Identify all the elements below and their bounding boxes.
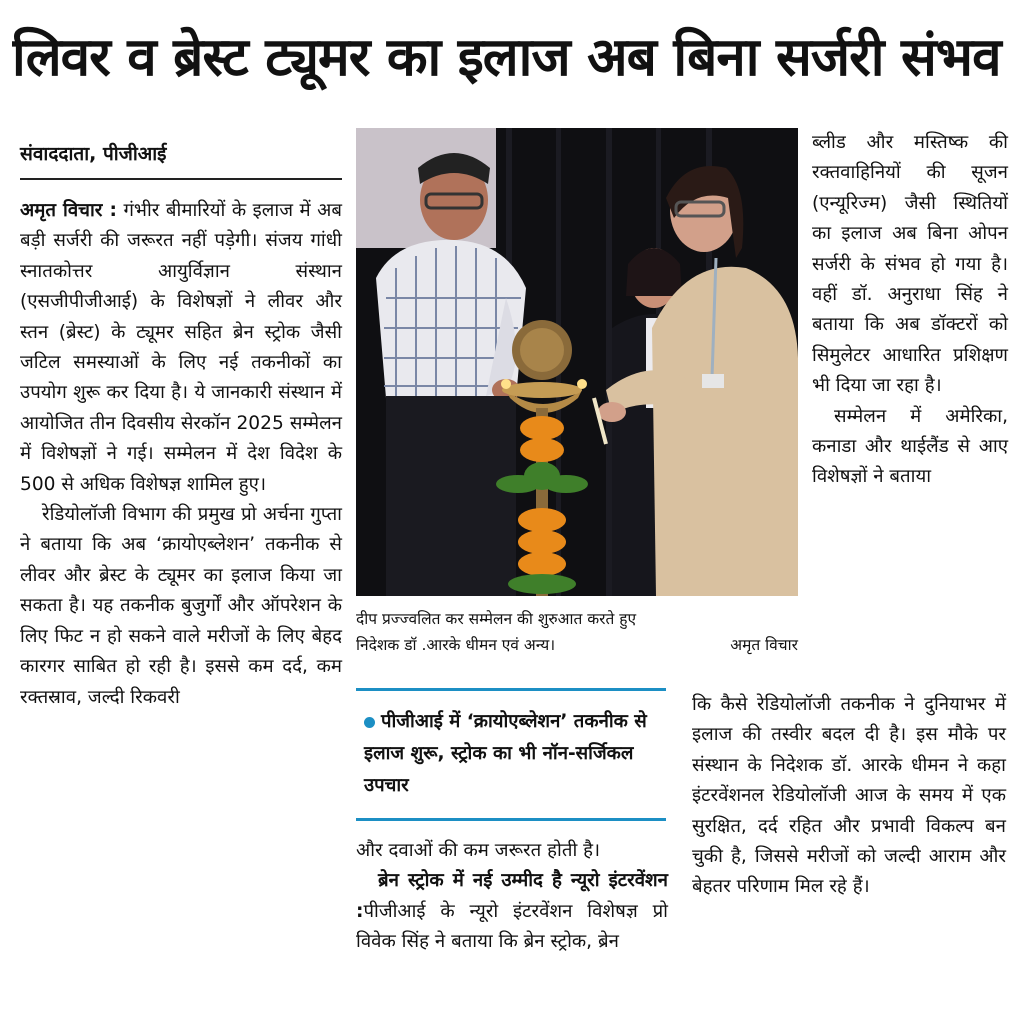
paragraph: कि कैसे रेडियोलॉजी तकनीक ने दुनियाभर में इलाज की तस्वीर बदल दी है। इस मौके पर संस्थान के निदेशक डॉ. आरके धीमन ने कहा इंटरवेंशनल रेडियोलॉजी आज के समय में एक सुरक्षित, दर्द रहित और प्रभावी विकल्प बन चुकी है, जिससे मरीजों को जल्दी आराम और बेहतर परिणाम मिल रहे हैं। [692,694,1006,898]
dateline: अमृत विचार : [20,200,117,221]
article-column-3-bottom [692,690,1006,903]
paragraph: और दवाओं की कम जरूरत होती है। [356,840,601,861]
lamp-lighting-illustration [356,128,798,596]
byline-divider [20,178,342,180]
pullquote-bottom-rule [356,818,666,821]
caption-line-2 [356,632,798,658]
pullquote-text: पीजीआई में ‘क्रायोएब्लेशन’ तकनीक से इलाज शुरू, स्ट्रोक का भी नॉन-सर्जिकल उपचार [364,711,647,796]
paragraph: रेडियोलॉजी विभाग की प्रमुख प्रो अर्चना गुप्ता ने बताया कि अब ‘क्रायोएब्लेशन’ तकनीक से लीवर और ब्रेस्ट के ट्यूमर का इलाज किया जा सकता है। यह तकनीक बुजुर्गों और ऑपरेशन के लिए फिट न हो सकने वाले मरीजों के लिए बेहद कारगर साबित हो रही है। इससे कम दर्द, कम रक्तस्राव, जल्दी रिकवरी [20,504,342,708]
article-column-3-top [812,128,1008,493]
caption-line-1: दीप प्रज्ज्वलित कर सम्मेलन की शुरुआत करते हुए [356,610,637,628]
paragraph: ब्लीड और मस्तिष्क की रक्तवाहिनियों की सूजन (एन्यूरिज्म) जैसी स्थितियों का इलाज अब बिना ओपन सर्जरी के संभव हो गया है। वहीं डॉ. अनुराधा सिंह ने बताया कि अब डॉक्टरों को सिमुलेटर आधारित प्रशिक्षण भी दिया जा रहा है। [812,132,1008,397]
pullquote-top-rule [356,688,666,691]
byline: संवाददाता, पीजीआई [20,143,167,165]
lead-paragraph [20,196,342,500]
headline: लिवर व ब्रेस्ट ट्यूमर का इलाज अब बिना सर्जरी संभव [12,27,1001,88]
article-column-1 [20,196,342,713]
photo-caption [356,606,798,658]
subhead-text: पीजीआई के न्यूरो इंटरवेंशन विशेषज्ञ प्रो विवेक सिंह ने बताया कि ब्रेन स्ट्रोक, ब्रेन [356,900,668,953]
pullquote [364,706,664,802]
caption-line-2-text: निदेशक डॉ .आरके धीमन एवं अन्य। [356,636,556,654]
paragraph [356,866,668,957]
article-column-2 [356,836,668,958]
subhead: ब्रेन स्ट्रोक में नई उम्मीद है न्यूरो इंटरवेंशन : [356,870,668,922]
bullet-icon [364,717,375,728]
lead-text: गंभीर बीमारियों के इलाज में अब बड़ी सर्जरी की जरूरत नहीं पड़ेगी। संजय गांधी स्नातकोत्तर आयुर्विज्ञान संस्थान (एसजीपीजीआई) के विशेषज्ञों ने लीवर और स्तन (ब्रेस्ट) के ट्यूमर सहित ब्रेन स्ट्रोक जैसी जटिल समस्याओं के लिए नई तकनीकों का उपयोग शुरू कर दिया है। ये जानकारी संस्थान में आयोजित तीन दिवसीय सेरकॉन 2025 सम्मेलन में विशेषज्ञों ने गई। सम्मेलन में देश विदेश के 500 से अधिक विशेषज्ञ शामिल हुए। [20,200,342,495]
photo-credit: अमृत विचार [730,636,798,654]
paragraph: सम्मेलन में अमेरिका, कनाडा और थाईलैंड से आए विशेषज्ञों ने बताया [812,405,1008,488]
event-photo [356,128,798,596]
